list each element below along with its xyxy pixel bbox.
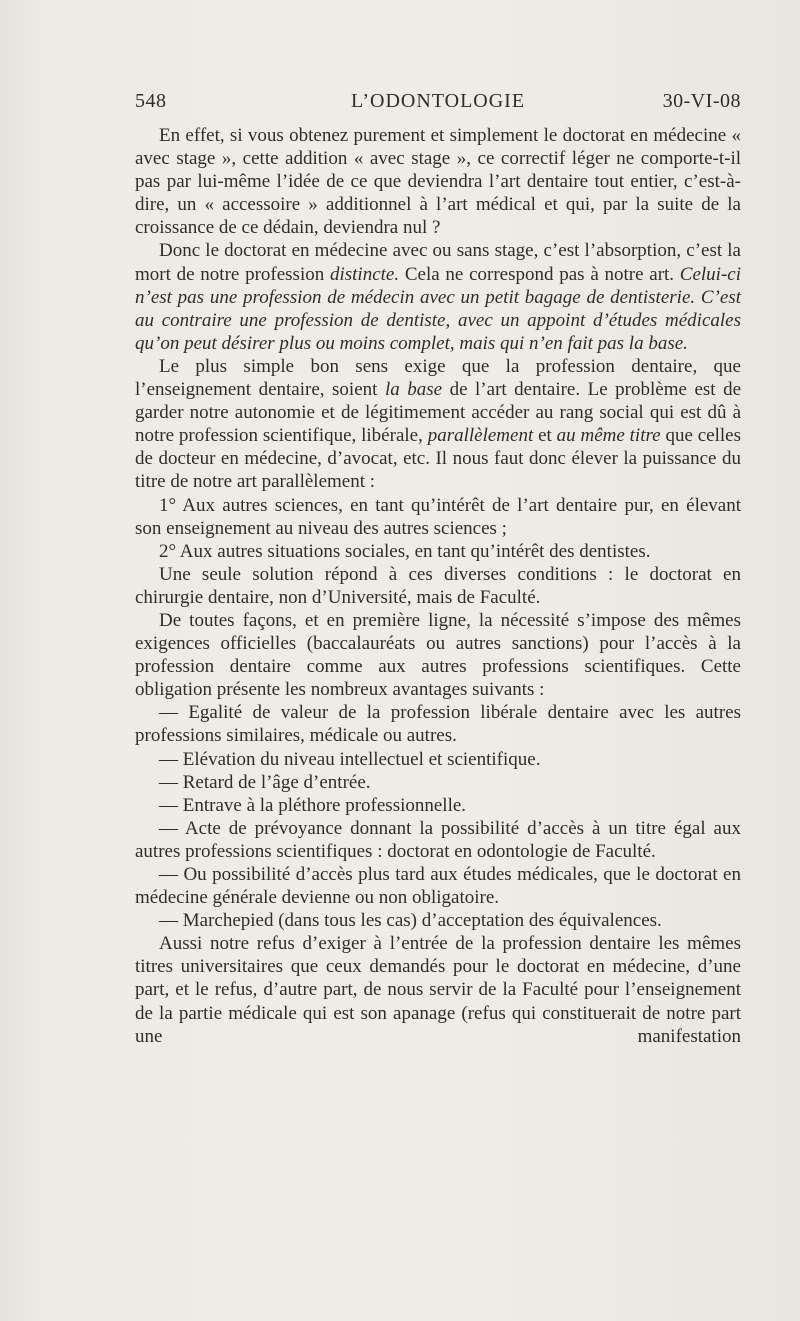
- text-segment: De toutes façons, et en première ligne, la nécessité s’impose des mêmes exigences officielles (baccalauréats ou autres sanctions) pour l’accès à la profession dentaire comme aux autres professions scientifiques. Cette obligation présente les nombreux avantages suivants :: [135, 609, 741, 701]
- body-text: [135, 124, 741, 1048]
- text-segment: de l’art dentaire. Le problème est de garder notre autonomie et de légitimement accéder au rang social qui est dû à notre profession scientifique, libérale,: [135, 379, 742, 447]
- paragraph: [135, 701, 741, 747]
- text-segment: — Acte de prévoyance donnant la possibilité d’accès à un titre égal aux autres professions scientifiques : doctorat en odontologie de Faculté.: [135, 817, 741, 862]
- paragraph: [135, 794, 741, 817]
- italic-text: Celui-ci n’est pas une profession de médecin avec un petit bagage de dentisterie. C’est au contraire une profession de dentiste, avec un appoint d’études médicales qu’on peut désirer plus ou moins complet, mais qui n’en fait pas la base.: [135, 263, 741, 354]
- text-segment: — Egalité de valeur de la profession libérale dentaire avec les autres professions similaires, médicale ou autres.: [135, 702, 741, 747]
- italic-text: parallèlement: [427, 425, 534, 447]
- paragraph: [135, 563, 741, 609]
- paragraph: [135, 863, 741, 909]
- text-segment: Le plus simple bon sens exige que la profession dentaire, que l’enseignement dentaire, soient: [135, 355, 741, 401]
- italic-text: la base: [384, 379, 443, 401]
- paragraph: [135, 609, 741, 701]
- text-segment: Cela ne correspond pas à notre art.: [399, 263, 680, 285]
- text-segment: — Marchepied (dans tous les cas) d’acceptation des équivalences.: [159, 910, 662, 932]
- issue-date: 30-VI-08: [662, 90, 741, 112]
- text-segment: Une seule solution répond à ces diverses conditions : le doctorat en chirurgie dentaire, non d’Université, mais de Faculté.: [135, 563, 741, 608]
- italic-text: au même titre: [556, 425, 661, 447]
- paragraph: [135, 355, 741, 494]
- text-segment: Aussi notre refus d’exiger à l’entrée de la profession dentaire les mêmes titres universitaires que ceux demandés pour le doctorat en médecine, d’une part, et le refus, d’autre part, de nous servir de la Faculté pour l’enseignement de la partie médicale qui est son apanage (refus qui constituerait de notre part une manifestation: [135, 933, 741, 1047]
- paragraph: [135, 771, 741, 794]
- running-title: L’ODONTOLOGIE: [350, 90, 526, 112]
- text-segment: et: [533, 425, 557, 447]
- text-segment: En effet, si vous obtenez purement et simplement le doctorat en médecine « avec stage », cette addition « avec stage », ce correctif léger ne comporte-t-il pas par lui-même l’idée de ce que deviendra l’art dentaire tout entier, c’est-à-dire, un « accessoire » additionnel à l’art médical et qui, par la suite de la croissance de ce dédain, deviendra nul ?: [135, 125, 741, 239]
- paragraph: [135, 932, 741, 1047]
- paragraph: [135, 494, 741, 540]
- italic-text: distincte.: [329, 263, 400, 285]
- text-segment: 1° Aux autres sciences, en tant qu’intérêt de l’art dentaire pur, en élevant son enseignement au niveau des autres sciences ;: [135, 494, 741, 539]
- paragraph: [135, 239, 741, 354]
- page-number: 548: [135, 90, 167, 112]
- paragraph: [135, 817, 741, 863]
- text-segment: — Ou possibilité d’accès plus tard aux études médicales, que le doctorat en médecine générale devienne ou non obligatoire.: [135, 864, 741, 909]
- paragraph: [135, 909, 741, 932]
- text-segment: 2° Aux autres situations sociales, en tant qu’intérêt des dentistes.: [159, 540, 651, 562]
- paragraph: [135, 748, 741, 771]
- text-segment: — Elévation du niveau intellectuel et scientifique.: [159, 748, 541, 770]
- text-segment: Donc le doctorat en médecine avec ou sans stage, c’est l’absorption, c’est la mort de notre profession: [135, 240, 741, 285]
- paragraph: [135, 124, 741, 239]
- text-segment: — Entrave à la pléthore professionnelle.: [159, 794, 467, 816]
- text-segment: que celles de docteur en médecine, d’avocat, etc. Il nous faut donc élever la puissance du titre de notre art parallèlement :: [135, 425, 741, 493]
- text-segment: — Retard de l’âge d’entrée.: [159, 771, 371, 793]
- paragraph: [135, 540, 741, 563]
